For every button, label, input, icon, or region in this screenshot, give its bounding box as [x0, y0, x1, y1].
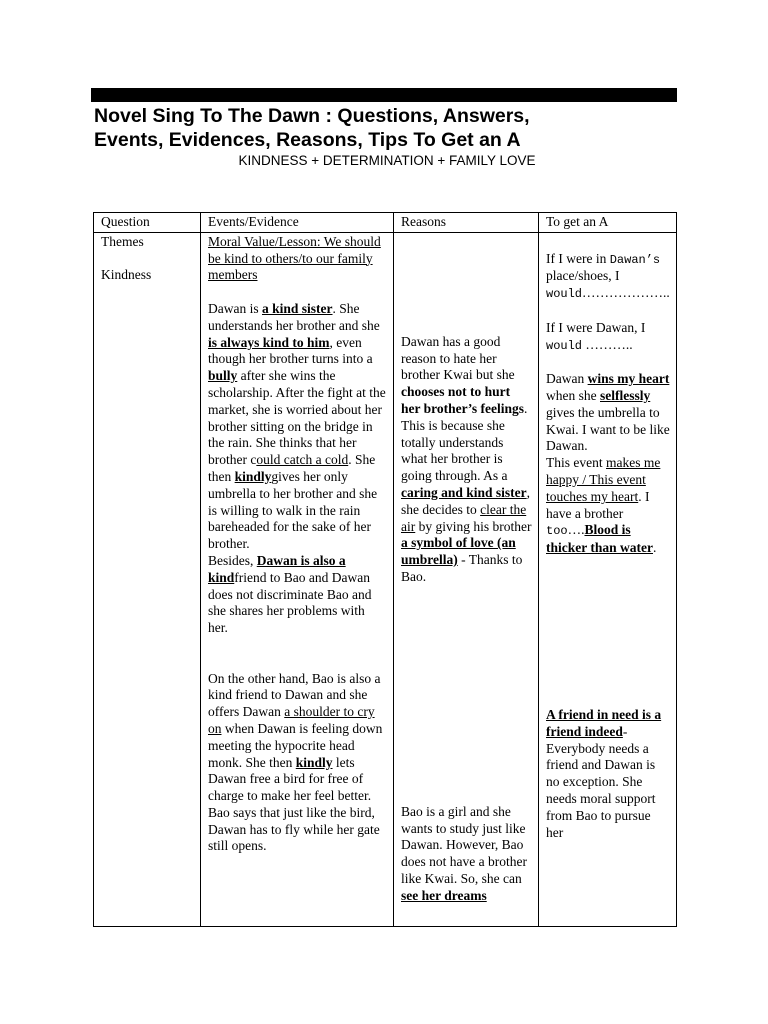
kindly-highlight: kindly [234, 468, 272, 484]
tip-paragraph-2: If I were Dawan, I would ……….. [546, 319, 646, 353]
tip-paragraph-5: A friend in need is a friend indeed-Everybody needs a friend and Dawan is no exception. She needs moral support from Bao to pursue her [546, 706, 662, 840]
moral-lesson: Moral Value/Lesson: We should be kind to others/to our family members [208, 233, 381, 283]
makes-happy-highlight: makes me happy / This event touches my heart [546, 455, 661, 504]
header-to-get-an-a: To get an A [539, 213, 677, 233]
top-black-bar [91, 88, 677, 102]
always-kind-highlight: is always kind to him [208, 334, 330, 350]
dreams-highlight: see her dreams [401, 887, 487, 903]
page-subtitle: KINDNESS + DETERMINATION + FAMILY LOVE [238, 153, 536, 168]
friend-in-need-highlight: A friend in need is a friend indeed [546, 706, 662, 739]
header-question: Question [94, 213, 201, 233]
page-title-line-2: Events, Evidences, Reasons, Tips To Get an A [94, 129, 521, 151]
question-cell [94, 232, 201, 926]
evidence-paragraph-2: Besides, Dawan is also a kindfriend to Bao and Dawan does not discriminate Bao and she shares her problems with her. [208, 552, 372, 636]
table-row [94, 232, 677, 926]
kind-sister-highlight: a kind sister [262, 300, 333, 316]
tip-paragraph-3: Dawan wins my heart when she selflessly gives the umbrella to Kwai. I want to be like Dawan. [546, 371, 670, 454]
selflessly-highlight: selflessly [600, 387, 651, 403]
blood-thicker-highlight: Blood is thicker than water [546, 522, 653, 556]
reasons-cell [394, 232, 539, 926]
chooses-highlight: chooses not to hurt her brother’s feelings [401, 384, 524, 416]
page-title-line-1: Novel Sing To The Dawn : Questions, Answers, [94, 105, 530, 127]
table-header-row [94, 213, 677, 233]
reason-paragraph-1: Dawan has a good reason to hate her brother Kwai but she chooses not to hurt her brother’s feelings. This is because she totally understands what her brother is going through. As a caring and kind sister, she decides to clear the air by giving his brother a symbol of love (an umbrella) - Thanks to Bao. [401, 333, 532, 584]
symbol-highlight: a symbol of love (an umbrella) [401, 535, 516, 568]
bully-highlight: bully [208, 368, 238, 384]
evidence-paragraph-3: On the other hand, Bao is also a kind friend to Dawan and she offers Dawan a shoulder to cry on when Dawan is feeling down meeting the hypocrite head monk. She then kindly lets Dawan free a bird for free of charge to make her feel better. Bao says that just like the bird, Dawan has to fly while her gate still opens. [208, 670, 383, 854]
catch-cold-highlight: ould catch a cold [256, 452, 349, 468]
tips-cell [539, 232, 677, 926]
wins-heart-highlight: wins my heart [587, 371, 670, 387]
header-events-evidence: Events/Evidence [201, 213, 394, 233]
tip-paragraph-4: This event makes me happy / This event touches my heart. I have a brother too….Blood is thicker than water. [546, 455, 661, 556]
kind-friend-highlight: Dawan is also a kind [208, 552, 346, 585]
header-reasons: Reasons [394, 213, 539, 233]
clear-air-highlight: clear the air [401, 501, 527, 534]
themes-table [93, 212, 677, 927]
reason-paragraph-2: Bao is a girl and she wants to study just like Dawan. However, Bao does not have a brother like Kwai. So, she can see her dreams [401, 803, 527, 903]
question-kindness: Kindness [101, 267, 152, 283]
caring-highlight: caring and kind sister [401, 484, 527, 500]
page-title [94, 104, 694, 152]
evidence-cell [201, 232, 394, 926]
evidence-paragraph-1: Dawan is a kind sister. She understands her brother and she is always kind to him, even though her brother turns into a bully after she wins the scholarship. After the fight at the market, she is worried about her brother sitting on the bridge in the rain. She thinks that her brother could catch a cold. She then kindlygives her only umbrella to her brother and she is willing to walk in the rain bareheaded for the sake of her brother. [208, 300, 386, 552]
tip-paragraph-1: If I were in Dawan’s place/shoes, I would……………….. [546, 250, 670, 302]
question-themes: Themes [101, 233, 144, 249]
shoulder-highlight: a shoulder to cry on [208, 704, 375, 736]
kindly-highlight-2: kindly [295, 754, 333, 770]
